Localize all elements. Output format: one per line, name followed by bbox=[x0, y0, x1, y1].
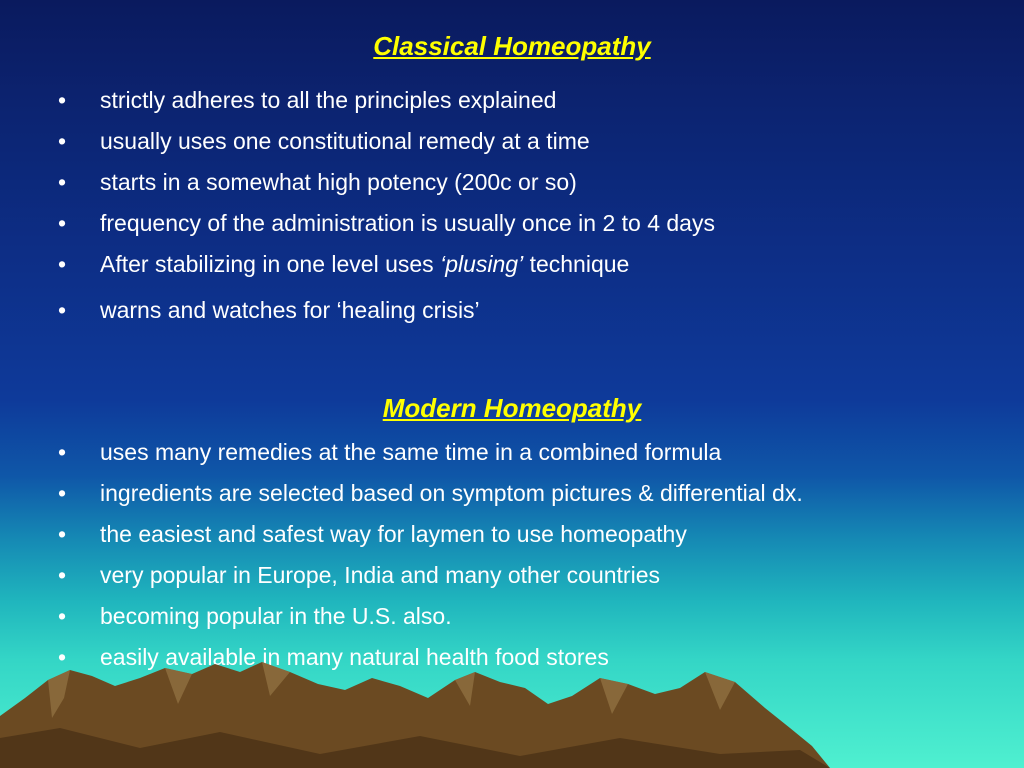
bullet-text bbox=[100, 250, 629, 278]
plusing-emphasis: ‘plusing’ bbox=[440, 251, 524, 277]
modern-homeopathy-title: Modern Homeopathy bbox=[382, 393, 642, 423]
bullet-text: becoming popular in the U.S. also. bbox=[100, 603, 452, 629]
bullet-text: easily available in many natural health food stores bbox=[100, 644, 609, 670]
bullet-text: frequency of the administration is usually once in 2 to 4 days bbox=[100, 210, 715, 236]
bullet-icon: • bbox=[58, 210, 67, 236]
bullet-icon: • bbox=[58, 480, 67, 506]
bullet-icon: • bbox=[58, 439, 67, 465]
bullet-icon: • bbox=[58, 603, 67, 629]
bullet-icon: • bbox=[58, 297, 67, 323]
mountain-range-decoration bbox=[0, 658, 1024, 768]
bullet-icon: • bbox=[58, 562, 67, 588]
bullet-text: starts in a somewhat high potency (200c or so) bbox=[100, 169, 577, 195]
bullet-icon: • bbox=[58, 128, 67, 154]
bullet-icon: • bbox=[58, 521, 67, 547]
bullet-text: strictly adheres to all the principles explained bbox=[100, 87, 557, 113]
plusing-prefix: After stabilizing in one level uses bbox=[100, 251, 441, 277]
bullet-text: ingredients are selected based on symptom pictures & differential dx. bbox=[100, 480, 803, 506]
bullet-icon: • bbox=[58, 644, 67, 670]
classical-homeopathy-title: Classical Homeopathy bbox=[373, 31, 651, 61]
bullet-text: warns and watches for ‘healing crisis’ bbox=[100, 297, 480, 323]
bullet-icon: • bbox=[58, 169, 67, 195]
bullet-icon: • bbox=[58, 251, 67, 277]
bullet-text: the easiest and safest way for laymen to use homeopathy bbox=[100, 521, 687, 547]
bullet-text: uses many remedies at the same time in a combined formula bbox=[100, 439, 722, 465]
bullet-text: usually uses one constitutional remedy at a time bbox=[100, 128, 590, 154]
plusing-suffix: technique bbox=[523, 251, 630, 277]
bullet-text: very popular in Europe, India and many other countries bbox=[100, 562, 660, 588]
bullet-icon: • bbox=[58, 87, 67, 113]
